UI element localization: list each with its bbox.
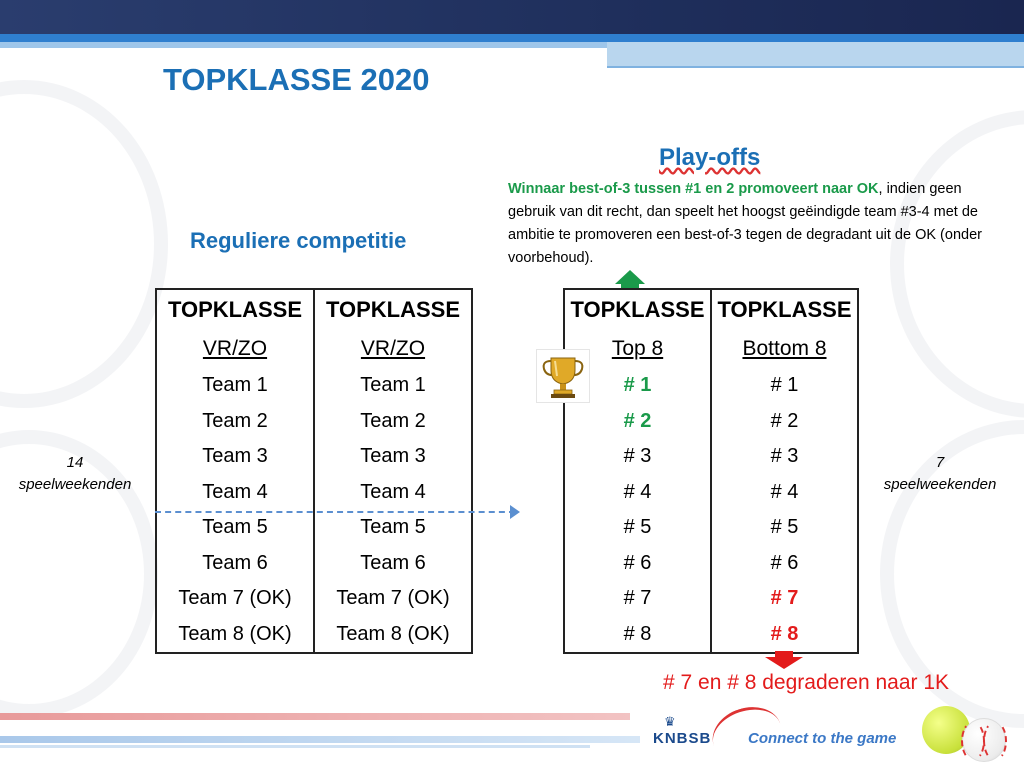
table-cell: # 2 [711,404,858,440]
table-row [156,404,472,440]
table-subheader-row [564,330,858,368]
table-cell: Team 8 (OK) [156,617,314,654]
table-cell: # 4 [564,475,711,511]
left-weekends-count: 14 [66,454,84,471]
table-cell: Team 4 [156,475,314,511]
table-cell: Team 8 (OK) [314,617,472,654]
right-weekends-text: speelweekenden [883,476,997,493]
table-cell: Team 2 [314,404,472,440]
baseball-seam [983,721,1007,761]
table-header-cell: TOPKLASSE [156,289,314,330]
knbsb-logo-text: KNBSB [653,730,712,747]
table-cell: Team 1 [314,368,472,404]
table-row [156,475,472,511]
table-cell: Team 4 [314,475,472,511]
relegation-text: # 7 en # 8 degraderen naar 1K [663,671,950,694]
table-cell: # 3 [711,439,858,475]
left-weekends-text: speelweekenden [18,476,132,493]
table-row [564,475,858,511]
right-weekends-label [870,452,1010,496]
table-cell: Team 7 (OK) [156,581,314,617]
dashed-arrow-head-icon [510,505,520,519]
playoffs-heading: Play-offs [659,144,761,171]
table-cell: # 5 [711,510,858,546]
table-cell: # 6 [711,546,858,582]
table-row [156,581,472,617]
footer-tagline: Connect to the game [748,730,897,747]
regular-competition-heading: Reguliere competitie [190,228,407,253]
table-subheader-cell: VR/ZO [314,330,472,368]
footer-stripe-blue [0,736,640,743]
table-header-cell: TOPKLASSE [564,289,711,330]
red-down-arrow-icon [765,657,803,669]
dashed-right-arrow-icon [155,511,515,513]
slide-title: TOPKLASSE 2020 [163,62,430,97]
table-cell: # 4 [711,475,858,511]
table-cell: # 3 [564,439,711,475]
table-cell: # 8 [711,617,858,654]
table-row [564,368,858,404]
right-weekends-count: 7 [935,454,945,471]
table-row [156,439,472,475]
footer-stripe-blue-thin [0,745,590,748]
table-cell: Team 7 (OK) [314,581,472,617]
table-cell: # 7 [564,581,711,617]
table-cell: Team 1 [156,368,314,404]
table-cell: Team 3 [156,439,314,475]
table-header-row [156,289,472,330]
playoff-table [563,288,859,654]
table-row [564,404,858,440]
table-header-row [564,289,858,330]
table-subheader-cell: VR/ZO [156,330,314,368]
baseball-seam [961,721,985,761]
playoff-description-highlight: Winnaar best-of-3 tussen #1 en 2 promoveert naar OK [508,181,879,197]
table-row [564,439,858,475]
header-bar-dark [0,0,1024,34]
table-cell: Team 6 [314,546,472,582]
left-weekends-label [5,452,145,496]
table-cell: Team 6 [156,546,314,582]
table-header-cell: TOPKLASSE [711,289,858,330]
table-cell: Team 2 [156,404,314,440]
table-cell: # 2 [564,404,711,440]
header-bar-right-block [607,42,1024,66]
table-cell: # 7 [711,581,858,617]
table-cell: Team 5 [156,510,314,546]
table-row [564,510,858,546]
table-header-cell: TOPKLASSE [314,289,472,330]
table-row [156,546,472,582]
background-decoration [0,80,168,408]
table-row [156,368,472,404]
playoff-description [508,178,1013,270]
table-row [156,510,472,546]
table-subheader-cell: Top 8 [564,330,711,368]
green-up-arrow-stem [621,282,639,288]
table-subheader-row [156,330,472,368]
playoff-description-rest: , indien geen gebruik van dit recht, dan speelt het hoogst geëindigde team #3-4 met de ambitie te promoveren een best-of-3 tegen de degradant uit de OK (onder voorbehoud). [508,181,982,266]
table-row [564,617,858,654]
table-cell: Team 3 [314,439,472,475]
header-bar-right-line [607,66,1024,68]
trophy-icon [536,349,590,403]
table-subheader-cell: Bottom 8 [711,330,858,368]
table-cell: # 1 [711,368,858,404]
table-row [564,581,858,617]
regular-competition-table [155,288,473,654]
table-cell: # 8 [564,617,711,654]
table-cell: # 1 [564,368,711,404]
table-cell: Team 5 [314,510,472,546]
footer-stripe-red [0,713,630,720]
table-row [156,617,472,654]
table-cell: # 5 [564,510,711,546]
table-cell: # 6 [564,546,711,582]
table-row [564,546,858,582]
crown-icon: ♛ [664,714,676,729]
header-bar-blue [0,34,1024,42]
baseball-icon [962,718,1006,762]
